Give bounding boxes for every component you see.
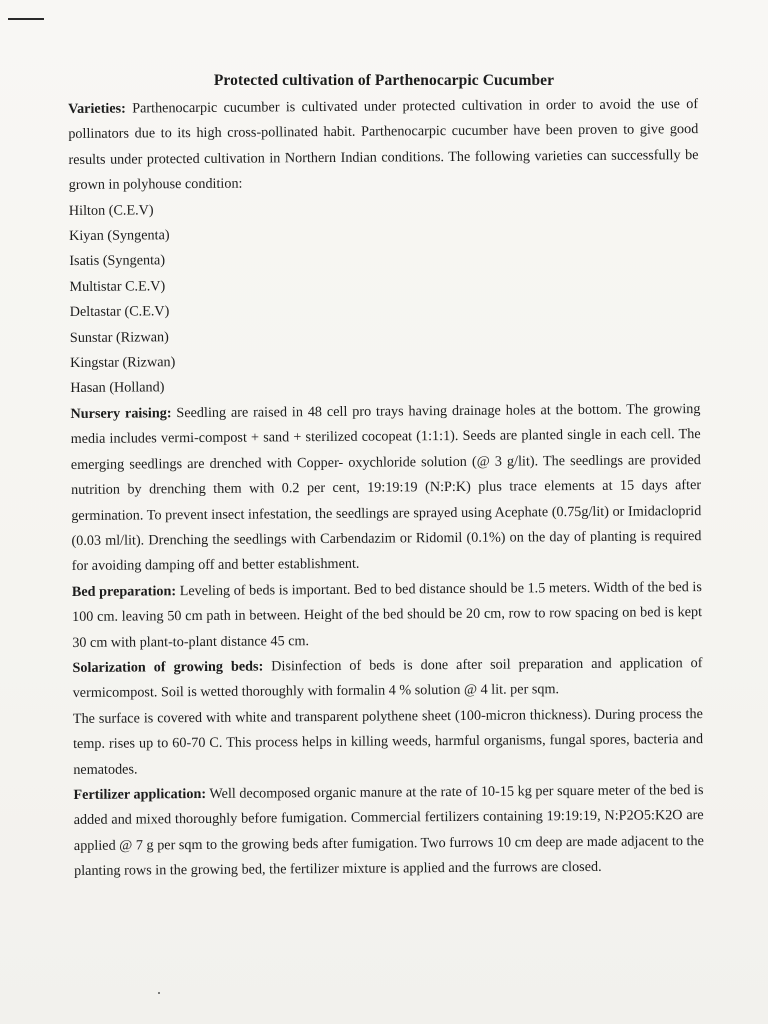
varieties-paragraph [68,92,699,199]
variety-item: Hasan (Holland) [70,379,165,397]
variety-item: Multistar C.E.V) [69,278,166,295]
document-title: Protected cultivation of Parthenocarpic Cucumber [213,72,555,89]
nursery-heading: Nursery raising: [70,405,172,422]
variety-item: Hilton (C.E.V) [68,201,154,219]
variety-item: Sunstar (Rizwan) [69,328,169,346]
paper-speck [158,992,160,994]
variety-item: Kingstar (Rizwan) [70,354,176,372]
nursery-paragraph [70,397,701,580]
fertilizer-heading: Fertilizer application: [73,785,207,803]
fertilizer-text: Well decomposed organic manure at the rate of 10-15 kg per square meter of the bed is added and mixed thoroughly before fumigation. Commercial fertilizers containing 19:19:19, N:P2O5:K2O are applied @ 7 g per sqm to the growing beds after fumigation. Two furrows 10 cm deep are made adjacent to the planting rows in the growing bed, the fertilizer mixture is applied and the furrows are closed. [73,781,704,880]
nursery-text: Seedling are raised in 48 cell pro trays having drainage holes at the bottom. The growing media includes vermi-compost + sand + sterilized cocopeat (1:1:1). Seeds are planted single in each cell. The emerging seedlings are drenched with Copper- oxychloride solution (@ 3 g/lit). The seedlings are provided nutrition by drenching them with 0.2 per cent, 19:19:19 (N:P:K) plus trace elements at 15 days after germination. To prevent insect infestation, the seedlings are sprayed using Acephate (0.75g/lit) or Imidacloprid (0.03 ml/lit). Drenching the seedlings with Carbendazim or Ridomil (0.1%) on the day of planting is required for avoiding damping off and better establishment. [70,400,702,575]
variety-item: Isatis (Syngenta) [69,252,166,270]
bed-text: Leveling of beds is important. Bed to bed distance should be 1.5 meters. Width of the bed is 100 cm. leaving 50 cm path in between. Height of the bed should be 20 cm, row to row spacing on bed is kept 30 cm with plant-to-plant distance 45 cm. [72,578,703,651]
fertilizer-paragraph [73,778,704,885]
solarization-paragraph [72,651,702,707]
variety-item: Deltastar (C.E.V) [69,303,170,321]
varieties-heading: Varieties: [68,100,126,117]
variety-list [69,194,701,402]
bed-paragraph [72,575,703,656]
solarization-text: Disinfection of beds is done after soil preparation and application of vermicompost. Soil is wetted thoroughly with formalin 4 % solution @ 4 lit. per sqm. [72,654,703,702]
bed-heading: Bed preparation: [71,582,177,600]
solarization-heading: Solarization of growing beds: [72,658,264,676]
solarization-paragraph-2: The surface is covered with white and transparent polythene sheet (100-micron thickness). During process the temp. rises up to 60-70 C. This process helps in killing weeds, harmful organisms, fungal spores, bacteria and nematodes. [72,705,704,778]
variety-item: Kiyan (Syngenta) [69,227,170,245]
document-body [68,92,704,885]
corner-mark [8,18,44,20]
varieties-text: Parthenocarpic cucumber is cultivated under protected cultivation in order to avoid the use of pollinators due to its high cross-pollinated habit. Parthenocarpic cucumber have been proven to give good results under protected cultivation in Northern Indian conditions. The following varieties can successfully be grown in polyhouse condition: [68,96,699,194]
